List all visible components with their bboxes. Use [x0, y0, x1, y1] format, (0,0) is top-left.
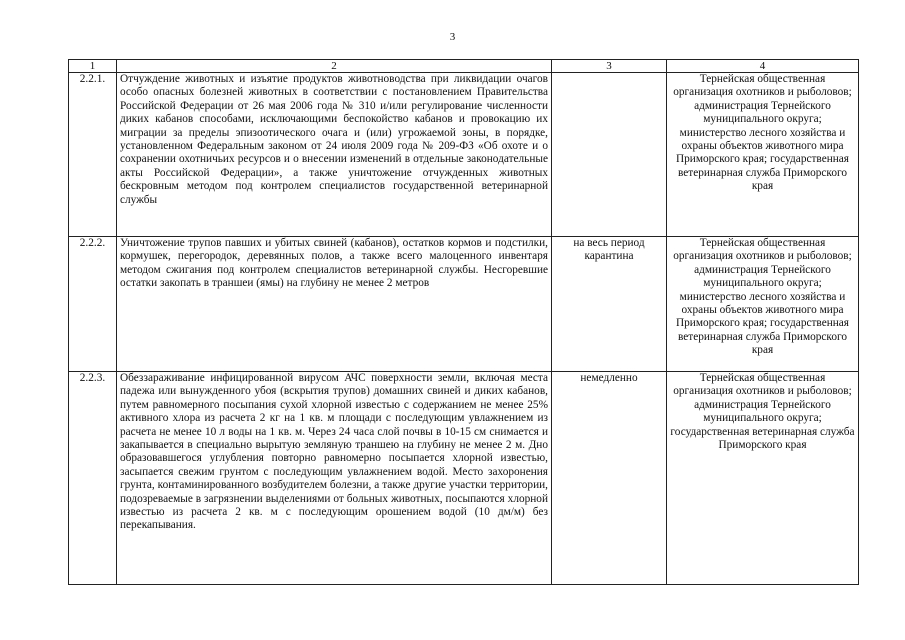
responsible-cell: Тернейская общественная организация охотников и рыболовов; администрация Тернейского муниципального округа; государственная ветеринарная служба Приморского края: [667, 372, 859, 585]
measure-text: Обеззараживание инфицированной вирусом АЧС поверхности земли, включая места падежа или вынужденного убоя (вскрытия трупов) домашних свиней и диких кабанов, путем равномерного посыпания сухой хлорной известью с содержанием не менее 25% активного хлора из расчета 2 кг на 1 кв. м площади с последующим увлажнением из расчета не менее 10 л воды на 1 кв. м. Через 24 часа слой почвы в 10-15 см снимается и закапывается в специально вырытую земляную траншею на глубину не менее 2 м. Дно образовавшегося углубления повторно равномерно посыпается хлорной известью, засыпается свежим грунтом с последующим увлажнением водой. Место захоронения грунта, контаминированного возбудителем болезни, а также другие участки территории, подозреваемые в загрязнении выделениями от больных животных, посыпаются хлорной известью из расчета 2 кв. м с последующим орошением водой (10 дм/м) без перекапывания.: [117, 372, 552, 585]
measures-table: [68, 59, 859, 585]
item-number: 2.2.3.: [69, 372, 117, 585]
measure-text: Уничтожение трупов павших и убитых свиней (кабанов), остатков кормов и подстилки, кормушек, перегородок, деревянных полов, а также всего малоценного инвентаря методом сжигания под контролем специалистов ветеринарной службы. Несгоревшие остатки закопать в траншеи (ямы) на глубину не менее 2 метров: [117, 237, 552, 372]
column-header-3: 3: [552, 60, 667, 73]
item-number: 2.2.1.: [69, 73, 117, 237]
table-header-row: [69, 60, 859, 73]
table-row: [69, 237, 859, 372]
column-header-2: 2: [117, 60, 552, 73]
measure-text: Отчуждение животных и изъятие продуктов животноводства при ликвидации очагов особо опасных болезней животных в соответствии с постановлением Правительства Российской Федерации от 26 мая 2006 года № 310 и/или регулирование численности диких кабанов способами, исключающими беспокойство кабанов и провокацию их миграции за пределы эпизоотического очага и (или) угрожаемой зоны, в порядке, установленном Федеральным законом от 24 июля 2009 года № 209-ФЗ «Об охоте и о сохранении охотничьих ресурсов и о внесении изменений в отдельные законодательные акты Российской Федерации», а также уничтожение отчужденных животных бескровным методом под контролем специалистов государственной ветеринарной службы: [117, 73, 552, 237]
term-cell: на весь период карантина: [552, 237, 667, 372]
item-number: 2.2.2.: [69, 237, 117, 372]
table-row: [69, 372, 859, 585]
term-cell: немедленно: [552, 372, 667, 585]
responsible-cell: Тернейская общественная организация охотников и рыболовов; администрация Тернейского муниципального округа; министерство лесного хозяйства и охраны объектов животного мира Приморского края; государственная ветеринарная служба Приморского края: [667, 73, 859, 237]
term-cell: [552, 73, 667, 237]
responsible-cell: Тернейская общественная организация охотников и рыболовов; администрация Тернейского муниципального округа; министерство лесного хозяйства и охраны объектов животного мира Приморского края; государственная ветеринарная служба Приморского края: [667, 237, 859, 372]
column-header-4: 4: [667, 60, 859, 73]
table-row: [69, 73, 859, 237]
column-header-1: 1: [69, 60, 117, 73]
page-number: 3: [449, 31, 456, 43]
